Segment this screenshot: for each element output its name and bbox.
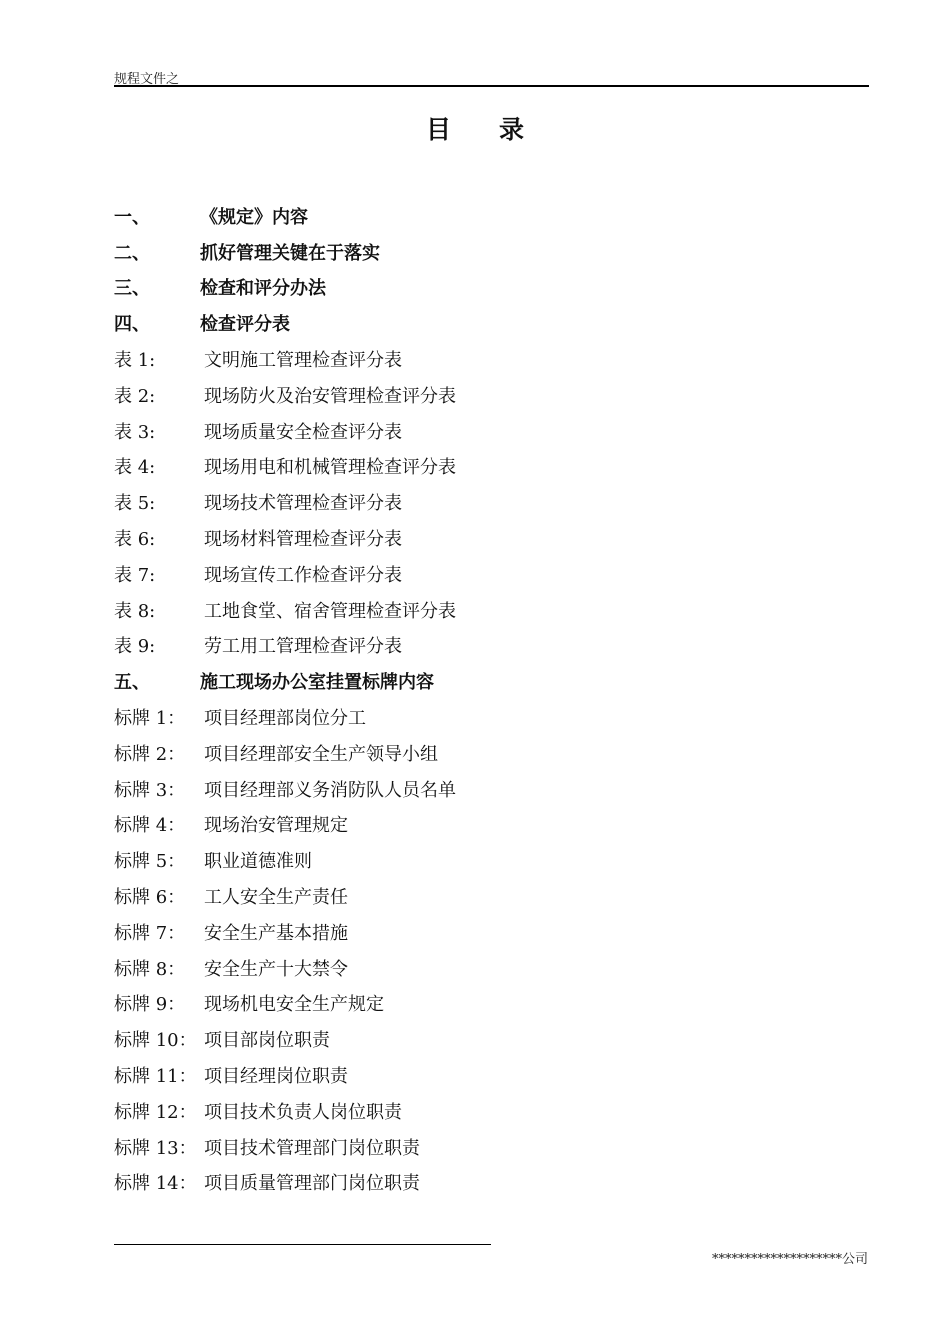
- toc-entry-title: 现场防火及治安管理检查评分表: [204, 385, 456, 407]
- toc-entry-title: 工人安全生产责任: [204, 887, 348, 909]
- toc-entry-number: 标牌 10：: [114, 1030, 197, 1052]
- toc-entry-title: 项目经理岗位职责: [204, 1066, 348, 1088]
- toc-entry-title: 职业道德准则: [204, 851, 312, 873]
- toc-entry-number: 标牌 2：: [114, 743, 186, 765]
- toc-entry-number: 表 4:: [114, 457, 156, 479]
- toc-entry-title: 检查和评分办法: [200, 278, 326, 300]
- toc-entry-number: 表 9:: [114, 636, 156, 658]
- toc-entry-number: 表 1:: [114, 350, 156, 372]
- footer-divider: [114, 1244, 491, 1245]
- toc-entry-number: 表 2:: [114, 385, 156, 407]
- toc-entry: [114, 234, 834, 270]
- toc-entry: [114, 1057, 834, 1093]
- toc-entry-number: 标牌 7：: [114, 922, 186, 944]
- page-header-text: 规程文件之: [114, 72, 180, 87]
- toc-entry: [114, 914, 834, 950]
- toc-entry-title: 项目经理部义务消防队人员名单: [204, 779, 456, 801]
- toc-entry-number: 标牌 11：: [114, 1066, 197, 1088]
- toc-entry: [114, 807, 834, 843]
- toc-entry-number: 标牌 9：: [114, 994, 186, 1016]
- toc-entry: [114, 842, 834, 878]
- toc-entry-title: 现场材料管理检查评分表: [204, 529, 402, 551]
- toc-entry-number: 标牌 6：: [114, 887, 186, 909]
- toc-entry: [114, 1129, 834, 1165]
- toc-entry: [114, 1165, 834, 1201]
- toc-entry: [114, 413, 834, 449]
- toc-entry: [114, 520, 834, 556]
- toc-entry-title: 安全生产基本措施: [204, 922, 348, 944]
- toc-entry-number: 标牌 8：: [114, 958, 186, 980]
- toc-entry: [114, 1093, 834, 1129]
- toc-entry-title: 现场治安管理规定: [204, 815, 348, 837]
- toc-entry: [114, 305, 834, 341]
- toc-entry-title: 抓好管理关键在于落实: [200, 242, 380, 264]
- toc-entry: [114, 270, 834, 306]
- toc-entry-number: 标牌 12：: [114, 1101, 197, 1123]
- toc-entry: [114, 484, 834, 520]
- page-footer-text: ********************公司: [711, 1252, 868, 1267]
- toc-entry-title: 现场机电安全生产规定: [204, 994, 384, 1016]
- toc-entry-title: 项目质量管理部门岗位职责: [204, 1173, 420, 1195]
- toc-entry-number: 表 7:: [114, 564, 156, 586]
- toc-entry-title: 现场用电和机械管理检查评分表: [204, 457, 456, 479]
- page-title: [0, 110, 950, 146]
- toc-entry: [114, 628, 834, 664]
- toc-entry: [114, 592, 834, 628]
- toc-entry-number: 二、: [114, 242, 150, 264]
- toc-entry: [114, 771, 834, 807]
- toc-entry: [114, 986, 834, 1022]
- toc-entry-title: 现场宣传工作检查评分表: [204, 564, 402, 586]
- toc-entry-number: 四、: [114, 314, 150, 336]
- toc-entry: [114, 341, 834, 377]
- toc-entry: [114, 377, 834, 413]
- toc-entry: [114, 735, 834, 771]
- toc-entry-number: 表 3:: [114, 421, 156, 443]
- toc-entry-number: 标牌 4：: [114, 815, 186, 837]
- toc-entry-title: 《规定》内容: [200, 206, 308, 228]
- toc-entry-number: 标牌 1：: [114, 708, 186, 730]
- table-of-contents: [114, 198, 834, 1200]
- toc-entry: [114, 878, 834, 914]
- toc-entry-title: 项目经理部安全生产领导小组: [204, 743, 438, 765]
- toc-entry-title: 劳工用工管理检查评分表: [204, 636, 402, 658]
- title-char-1: 目: [425, 115, 451, 144]
- toc-entry-number: 表 5:: [114, 493, 156, 515]
- toc-entry-title: 文明施工管理检查评分表: [204, 350, 402, 372]
- toc-entry-title: 项目技术负责人岗位职责: [204, 1101, 402, 1123]
- title-char-2: 录: [499, 115, 525, 144]
- toc-entry-number: 标牌 14：: [114, 1173, 197, 1195]
- toc-entry-number: 标牌 5：: [114, 851, 186, 873]
- toc-entry-number: 表 8:: [114, 600, 156, 622]
- toc-entry-title: 现场质量安全检查评分表: [204, 421, 402, 443]
- toc-entry: [114, 950, 834, 986]
- toc-entry-number: 五、: [114, 672, 150, 694]
- toc-entry: [114, 699, 834, 735]
- toc-entry: [114, 663, 834, 699]
- toc-entry-title: 项目技术管理部门岗位职责: [204, 1137, 420, 1159]
- toc-entry-title: 安全生产十大禁令: [204, 958, 348, 980]
- toc-entry-number: 标牌 13：: [114, 1137, 197, 1159]
- toc-entry-number: 一、: [114, 206, 150, 228]
- toc-entry-title: 工地食堂、宿舍管理检查评分表: [204, 600, 456, 622]
- header-divider: [114, 85, 869, 87]
- toc-entry-title: 检查评分表: [200, 314, 290, 336]
- toc-entry-number: 标牌 3：: [114, 779, 186, 801]
- toc-entry-title: 项目经理部岗位分工: [204, 708, 366, 730]
- toc-entry-title: 项目部岗位职责: [204, 1030, 330, 1052]
- toc-entry: [114, 556, 834, 592]
- toc-entry-number: 三、: [114, 278, 150, 300]
- toc-entry-number: 表 6:: [114, 529, 156, 551]
- toc-entry: [114, 198, 834, 234]
- toc-entry-title: 现场技术管理检查评分表: [204, 493, 402, 515]
- toc-entry: [114, 449, 834, 485]
- toc-entry: [114, 1021, 834, 1057]
- toc-entry-title: 施工现场办公室挂置标牌内容: [200, 672, 434, 694]
